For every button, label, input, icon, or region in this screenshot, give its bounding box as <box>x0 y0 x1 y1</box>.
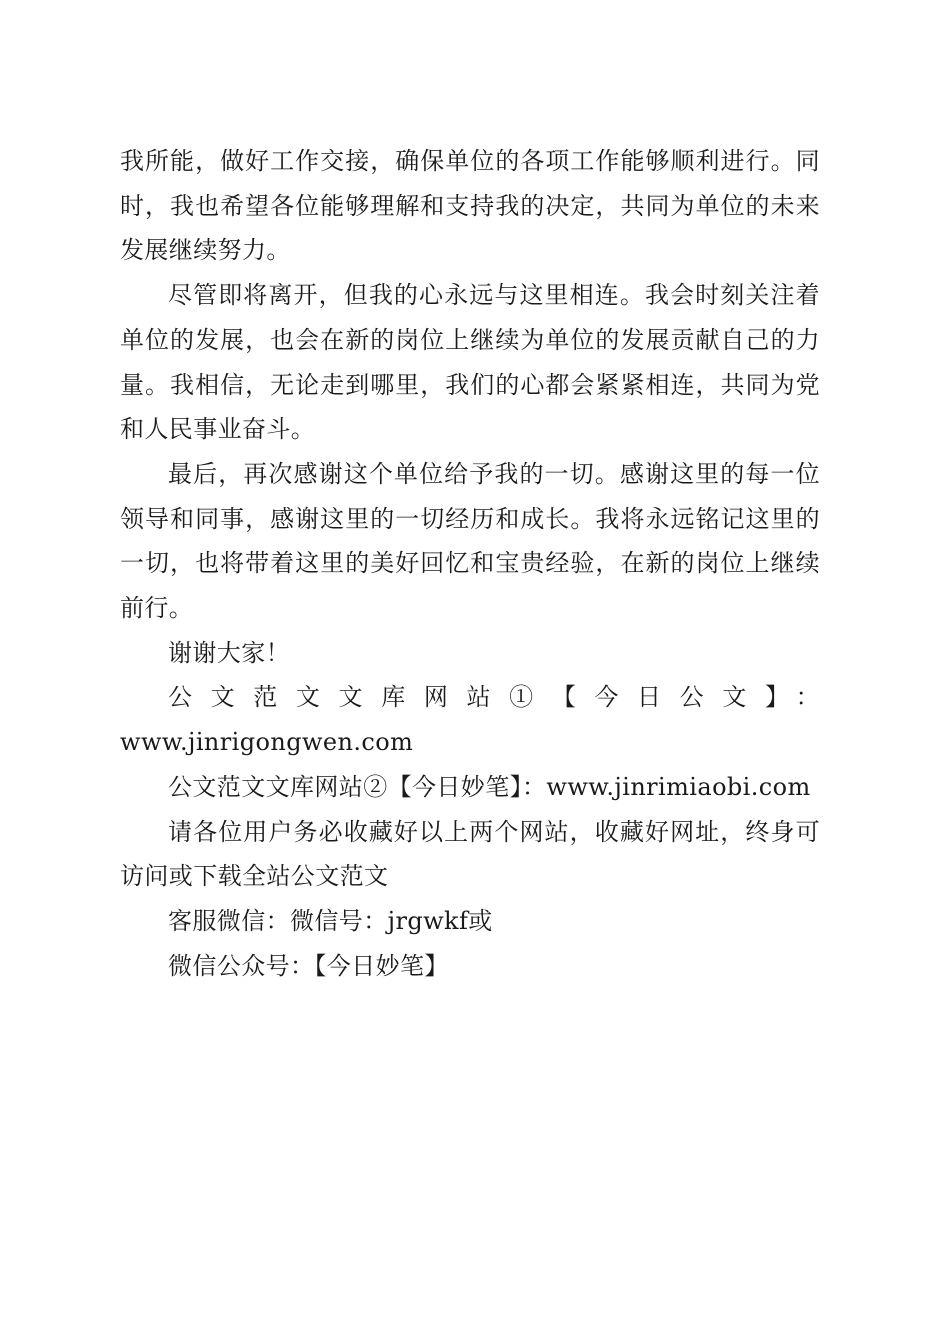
site1-url[interactable]: www.jinrigongwen.com <box>120 728 414 757</box>
paragraph-continuation: 我所能，做好工作交接，确保单位的各项工作能够顺利进行。同时，我也希望各位能够理解和支持我的决定，共同为单位的未来发展继续努力。 <box>120 147 820 265</box>
site1-paragraph <box>120 675 820 764</box>
paragraph-gratitude: 最后，再次感谢这个单位给予我的一切。感谢这里的每一位领导和同事，感谢这里的一切经历和成长。我将永远铭记这里的一切，也将带着这里的美好回忆和宝贵经验，在新的岗位上继续前行。 <box>120 459 820 623</box>
notice-paragraph: 请各位用户务必收藏好以上两个网站，收藏好网址，终身可访问或下载全站公文范文 <box>120 817 820 891</box>
site1-label: 公文范文文库网站①【今日公文】： <box>168 683 820 712</box>
site2-paragraph: 公文范文文库网站②【今日妙笔】：www.jinrimiaobi.com <box>168 772 811 801</box>
document-body <box>120 139 820 988</box>
official-account-paragraph: 微信公众号：【今日妙笔】 <box>168 951 449 980</box>
paragraph-connection: 尽管即将离开，但我的心永远与这里相连。我会时刻关注着单位的发展，也会在新的岗位上继续为单位的发展贡献自己的力量。我相信，无论走到哪里，我们的心都会紧紧相连，共同为党和人民事业奋斗。 <box>120 281 820 444</box>
paragraph-thanks: 谢谢大家！ <box>168 638 290 667</box>
wechat-paragraph: 客服微信：微信号：jrgwkf或 <box>168 906 493 935</box>
